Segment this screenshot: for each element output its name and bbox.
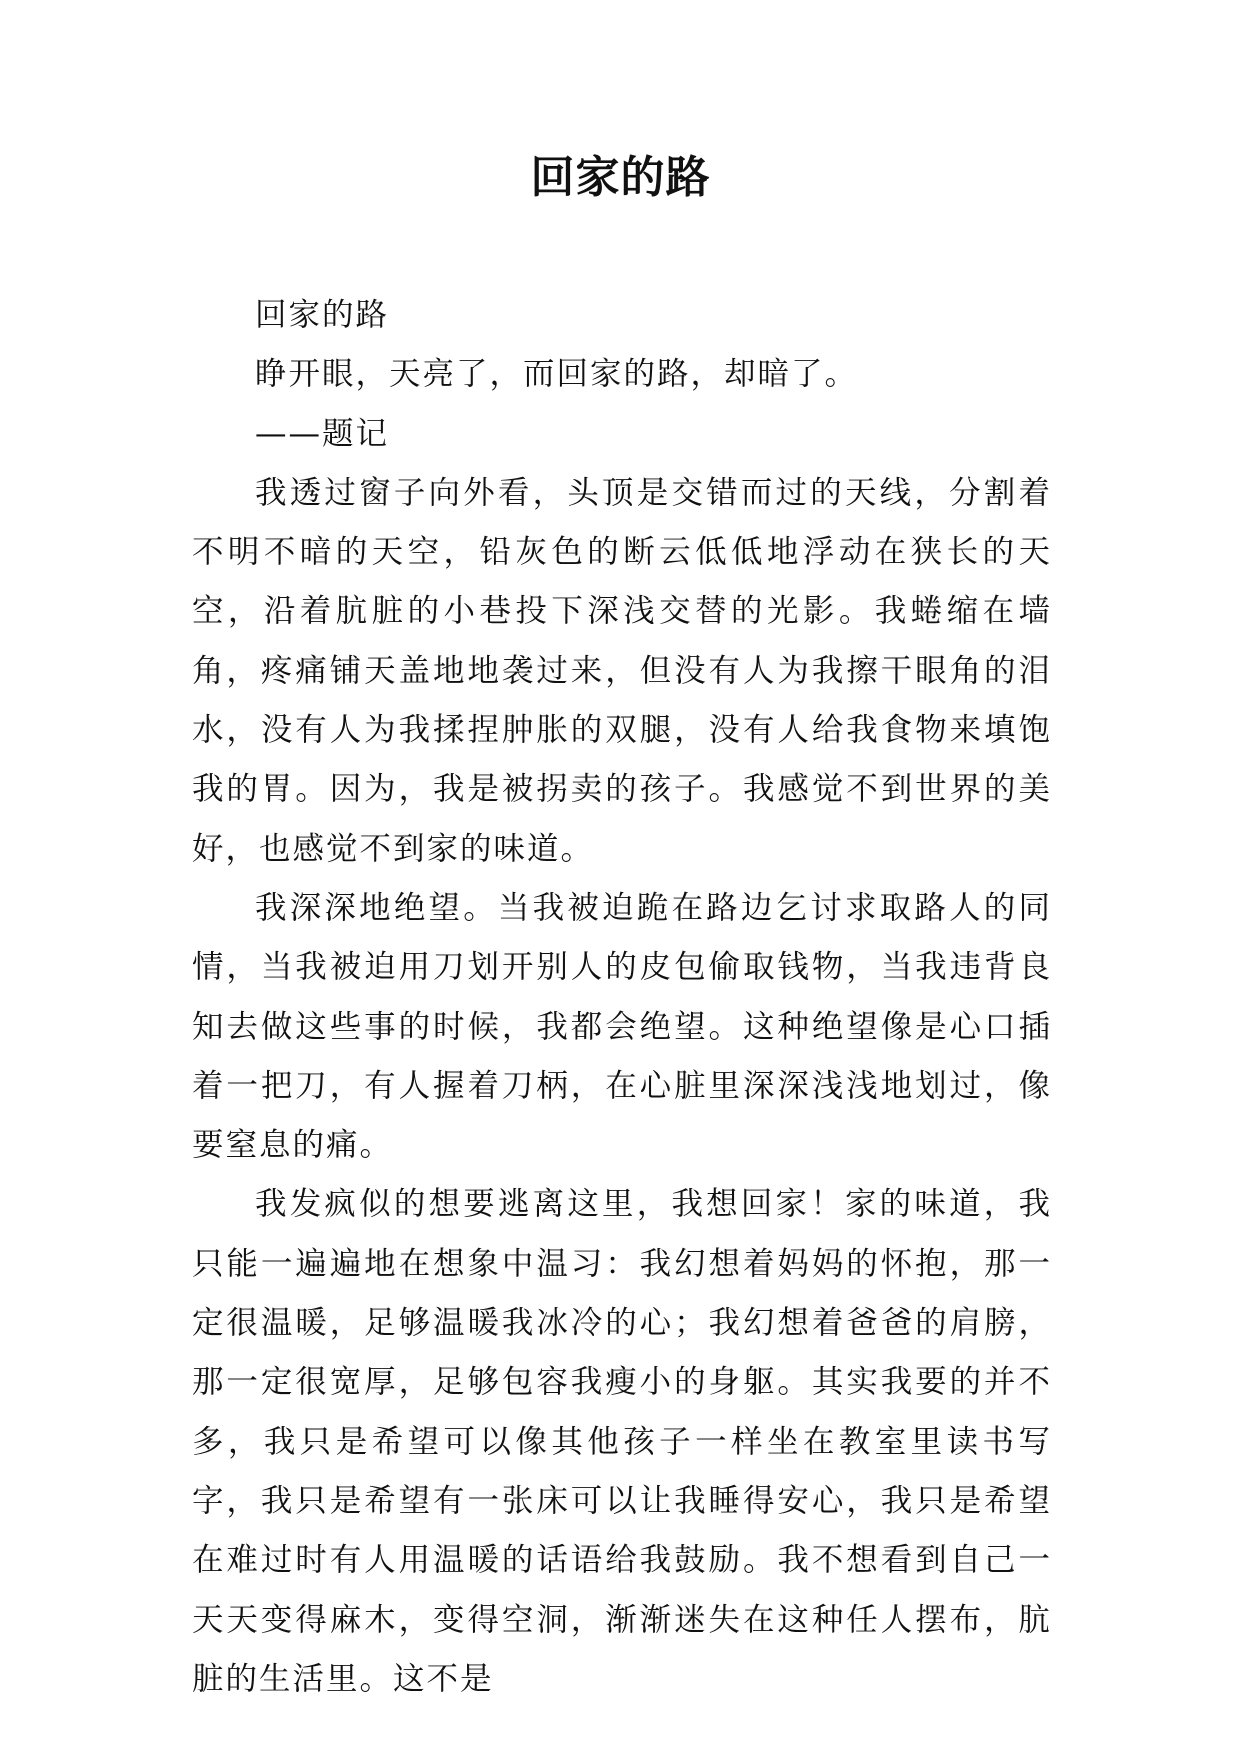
paragraph: 我透过窗子向外看，头顶是交错而过的天线，分割着不明不暗的天空，铅灰色的断云低低地浮动在狭长的天空，沿着肮脏的小巷投下深浅交替的光影。我蜷缩在墙角，疼痛铺天盖地地袭过来，但没有人为我擦干眼角的泪水，没有人为我揉捏肿胀的双腿，没有人给我食物来填饱我的胃。因为，我是被拐卖的孩子。我感觉不到世界的美好，也感觉不到家的味道。 [192,474,1052,867]
paragraph: 我发疯似的想要逃离这里，我想回家！家的味道，我只能一遍遍地在想象中温习：我幻想着妈妈的怀抱，那一定很温暖，足够温暖我冰冷的心；我幻想着爸爸的肩膀，那一定很宽厚，足够包容我瘦小的身躯。其实我要的并不多，我只是希望可以像其他孩子一样坐在教室里读书写字，我只是希望有一张床可以让我睡得安心，我只是希望在难过时有人用温暖的话语给我鼓励。我不想看到自己一天天变得麻木，变得空洞，渐渐迷失在这种任人摆布，肮脏的生活里。这不是 [192,1186,1052,1697]
document-body [192,286,1052,1709]
epigraph-line: 睁开眼，天亮了，而回家的路，却暗了。 [255,356,859,393]
epigraph-attribution: ——题记 [255,415,390,452]
subtitle-line: 回家的路 [255,297,390,333]
paragraph: 我深深地绝望。当我被迫跪在路边乞讨求取路人的同情，当我被迫用刀划开别人的皮包偷取钱物，当我违背良知去做这些事的时候，我都会绝望。这种绝望像是心口插着一把刀，有人握着刀柄，在心脏里深深浅浅地划过，像要窒息的痛。 [192,889,1052,1164]
page-title: 回家的路 [530,152,711,203]
